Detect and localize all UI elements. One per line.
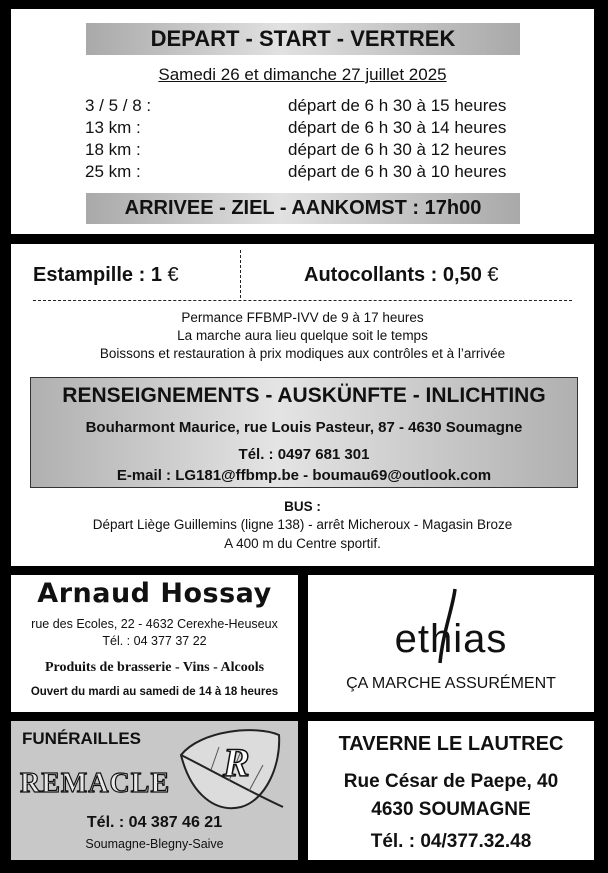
distance-time: départ de 6 h 30 à 10 heures — [288, 162, 507, 181]
departure-panel — [11, 9, 594, 234]
ad-lautrec — [308, 721, 594, 860]
info-line: Permance FFBMP-IVV de 9 à 17 heures — [181, 310, 424, 325]
info-panel — [11, 244, 594, 566]
autocollants-unit: € — [487, 264, 499, 286]
contact-email: E-mail : LG181@ffbmp.be - boumau69@outlook.com — [116, 467, 492, 484]
horizontal-dashed-divider — [33, 300, 572, 301]
estampille-label: Estampille : 1 — [33, 264, 162, 286]
lautrec-street: Rue César de Paepe, 40 — [343, 771, 559, 792]
distance-label: 25 km : — [85, 162, 141, 181]
distance-label: 13 km : — [85, 118, 141, 137]
remacle-towns: Soumagne-Blegny-Saive — [85, 837, 224, 851]
departure-title: DEPART - START - VERTREK — [86, 23, 520, 55]
distance-label: 18 km : — [85, 140, 141, 159]
hossay-hours: Ouvert du mardi au samedi de 14 à 18 heures — [30, 686, 279, 698]
arrival-bar: ARRIVEE - ZIEL - AANKOMST : 17h00 — [86, 193, 520, 224]
autocollants-label: Autocollants : 0,50 — [304, 264, 482, 286]
info-line: La marche aura lieu quelque soit le temps — [177, 328, 428, 343]
ad-remacle — [11, 721, 298, 860]
contact-phone: Tél. : 0497 681 301 — [238, 446, 370, 463]
leaf-letter: R — [223, 740, 250, 785]
ethias-logo-stroke-icon — [433, 587, 463, 667]
estampille-unit: € — [167, 264, 179, 286]
info-line: Boissons et restauration à prix modiques aux contrôles et à l’arrivée — [99, 346, 506, 361]
event-date: Samedi 26 et dimanche 27 juillet 2025 — [158, 65, 447, 84]
hossay-phone: Tél. : 04 377 37 22 — [102, 634, 207, 648]
distance-time: départ de 6 h 30 à 12 heures — [288, 140, 507, 159]
distance-time: départ de 6 h 30 à 15 heures — [288, 96, 507, 115]
distance-time: départ de 6 h 30 à 14 heures — [288, 118, 507, 137]
lautrec-city: 4630 SOUMAGNE — [371, 799, 531, 820]
remacle-phone: Tél. : 04 387 46 21 — [86, 814, 223, 831]
bus-route: Départ Liège Guillemins (ligne 138) - arrêt Micheroux - Magasin Broze — [92, 517, 513, 532]
vertical-dashed-divider — [240, 250, 241, 298]
distance-label: 3 / 5 / 8 : — [85, 96, 152, 115]
bus-distance: A 400 m du Centre sportif. — [224, 536, 381, 551]
hossay-address: rue des Ecoles, 22 - 4632 Cerexhe-Heuseux — [31, 617, 278, 631]
remacle-title: FUNÉRAILLES — [22, 729, 141, 748]
autocollants-price — [304, 264, 499, 287]
contact-box — [30, 377, 578, 488]
lautrec-name: TAVERNE LE LAUTREC — [338, 733, 564, 755]
hossay-products: Produits de brasserie - Vins - Alcools — [44, 660, 265, 675]
contact-title: RENSEIGNEMENTS - AUSKÜNFTE - INLICHTING — [62, 384, 546, 407]
ad-hossay — [11, 575, 298, 712]
ad-ethias — [308, 575, 594, 712]
hossay-name: Arnaud Hossay — [37, 578, 272, 609]
remacle-brand: REMACLE — [20, 768, 171, 799]
lautrec-phone: Tél. : 04/377.32.48 — [370, 831, 532, 852]
ethias-logo: ethias — [394, 617, 508, 661]
ethias-tagline: ÇA MARCHE ASSURÉMENT — [346, 675, 556, 692]
contact-address: Bouharmont Maurice, rue Louis Pasteur, 87 - 4630 Soumagne — [85, 419, 523, 436]
bus-title: BUS : — [284, 499, 321, 514]
estampille-price — [33, 264, 179, 287]
